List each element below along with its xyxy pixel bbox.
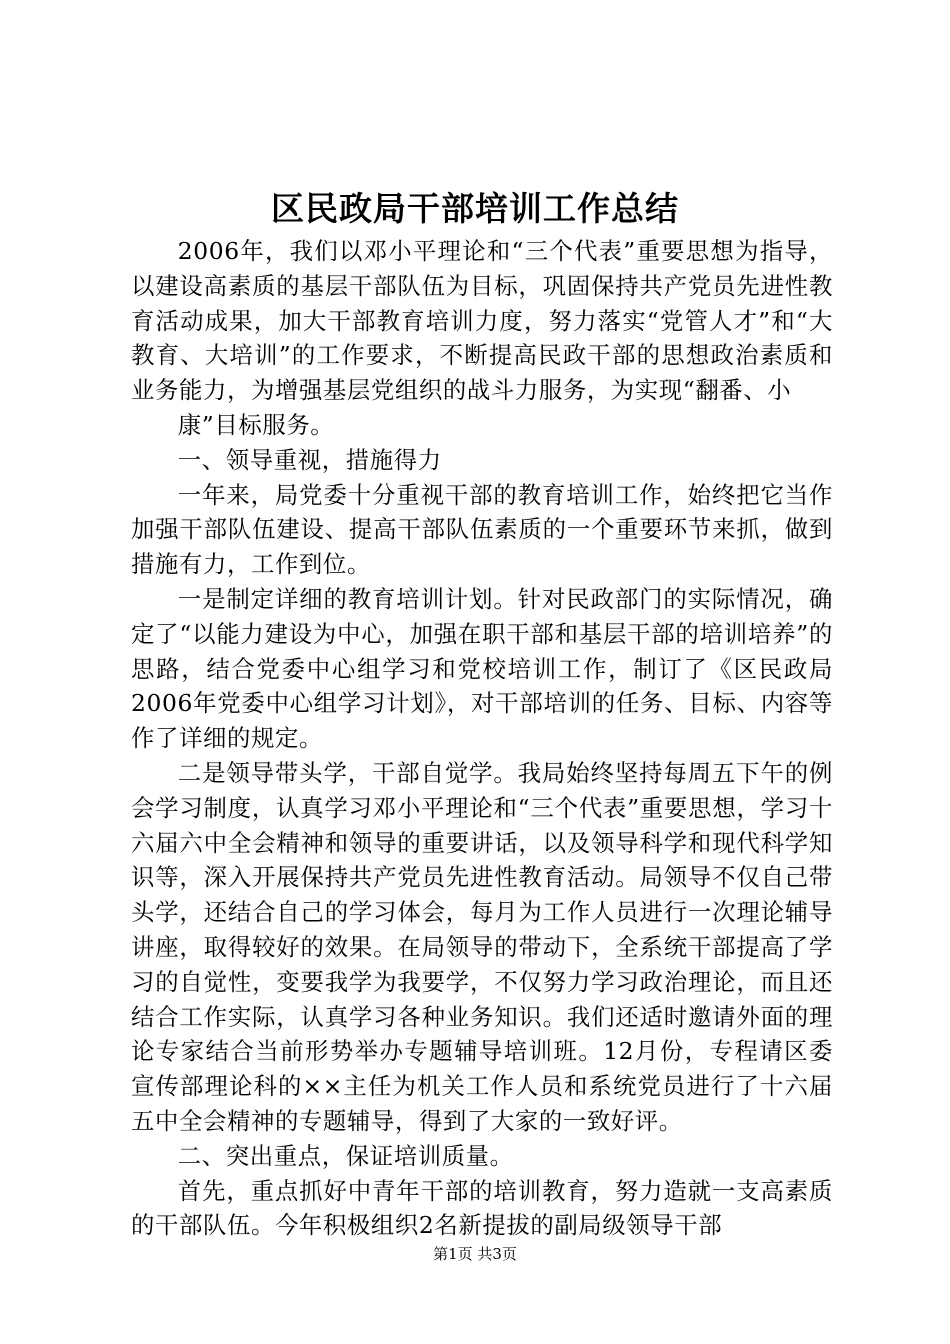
paragraph-leadership-study: 二是领导带头学，干部自觉学。我局始终坚持每周五下午的例会学习制度，认真学习邓小平理论和“三个代表”重要思想，学习十六届六中全会精神和领导的重要讲话，以及领导科学和现代科学知识等，深入开展保持共产党员先进性教育活动。局领导不仅自己带头学，还结合自己的学习体会，每月为工作人员进行一次理论辅导讲座，取得较好的效果。在局领导的带动下，全系统干部提高了学习的自觉性，变要我学为我要学，不仅努力学习政治理论，而且还结合工作实际，认真学习各种业务知识。我们还适时邀请外面的理论专家结合当前形势举办专题辅导培训班。12月份，专程请区委宣传部理论科的××主任为机关工作人员和系统党员进行了十六届五中全会精神的专题辅导，得到了大家的一致好评。: [131, 758, 833, 1135]
section-heading-2: 二、突出重点，保证培训质量。: [177, 1141, 514, 1170]
paragraph-section-1-summary: 一年来，局党委十分重视干部的教育培训工作，始终把它当作加强干部队伍建设、提高干部队伍素质的一个重要环节来抓，做到措施有力，工作到位。: [131, 480, 833, 579]
paragraph-intro-continued: 康”目标服务。: [177, 410, 335, 439]
page-number-footer: 第1页 共3页: [433, 1245, 517, 1263]
document-title: 区民政局干部培训工作总结: [271, 189, 679, 228]
paragraph-intro: 2006年，我们以邓小平理论和“三个代表”重要思想为指导，以建设高素质的基层干部队伍为目标，巩固保持共产党员先进性教育活动成果，加大干部教育培训力度，努力落实“党管人才”和“大教育、大培训”的工作要求，不断提高民政干部的思想政治素质和业务能力，为增强基层党组织的战斗力服务，为实现“翻番、小: [131, 237, 833, 405]
paragraph-training-plan: 一是制定详细的教育培训计划。针对民政部门的实际情况，确定了“以能力建设为中心，加强在职干部和基层干部的培训培养”的思路，结合党委中心组学习和党校培训工作，制订了《区民政局2006年党委中心组学习计划》，对干部培训的任务、目标、内容等作了详细的规定。: [131, 584, 833, 753]
paragraph-section-2-first: 首先，重点抓好中青年干部的培训教育，努力造就一支高素质的干部队伍。今年积极组织2名新提拔的副局级领导干部: [131, 1176, 833, 1240]
document-body: [131, 234, 833, 1243]
section-heading-1: 一、领导重视，措施得力: [177, 445, 442, 474]
